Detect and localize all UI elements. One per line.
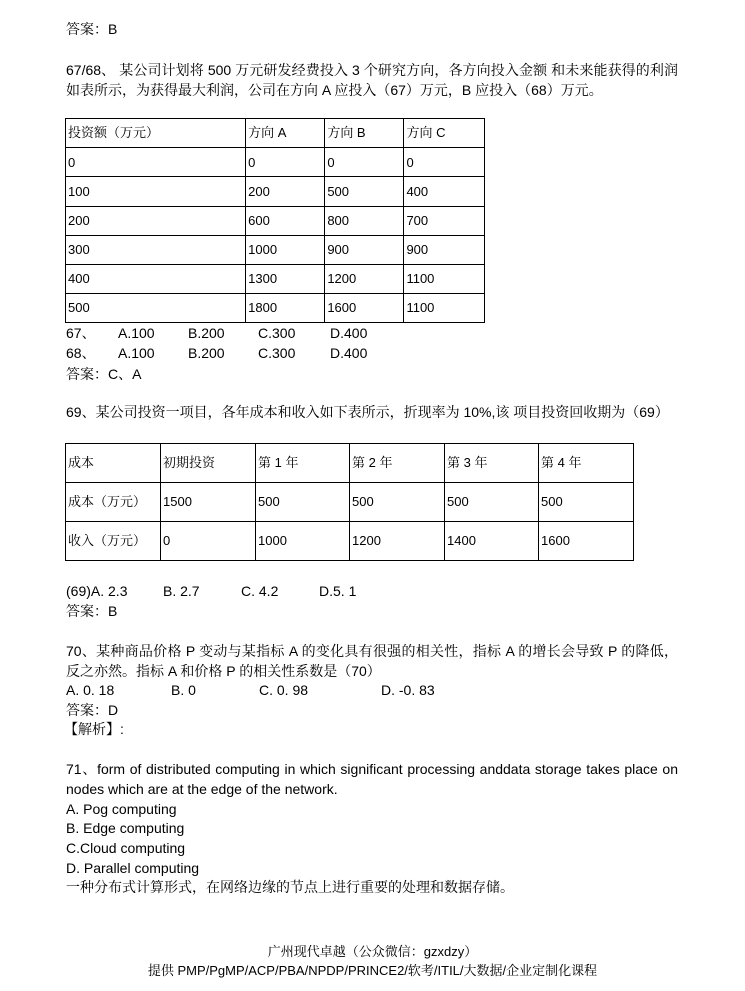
table-row bbox=[66, 522, 634, 561]
table-cell: 1800 bbox=[246, 294, 325, 323]
question-71-text: 71、form of distributed computing in which significant processing anddata storage takes place on nodes which are at the edge of the network. bbox=[66, 761, 678, 797]
table-row bbox=[66, 483, 634, 522]
previous-answer: 答案：B bbox=[66, 21, 118, 37]
question-68-options bbox=[66, 344, 367, 364]
option-c: C. 4.2 bbox=[241, 583, 279, 599]
question-70-options bbox=[66, 681, 435, 701]
option-number: 68、 bbox=[66, 345, 96, 361]
cost-income-table bbox=[65, 443, 634, 561]
table-header-cell: 方向 A bbox=[246, 119, 325, 148]
option-a: A.100 bbox=[118, 325, 155, 341]
table-cell: 1300 bbox=[246, 264, 325, 293]
option-d: D. -0. 83 bbox=[381, 682, 435, 698]
table-cell: 300 bbox=[66, 235, 246, 264]
table-header-cell: 投资额（万元） bbox=[66, 119, 246, 148]
table-header-cell: 第 3 年 bbox=[445, 444, 539, 483]
table-cell: 0 bbox=[325, 148, 404, 177]
table-row bbox=[66, 294, 485, 323]
table-row bbox=[66, 148, 485, 177]
table-cell: 1600 bbox=[325, 294, 404, 323]
option-b: B.200 bbox=[188, 345, 225, 361]
option-b: B. 2.7 bbox=[163, 583, 200, 599]
table-header-row bbox=[66, 444, 634, 483]
table-cell: 200 bbox=[246, 177, 325, 206]
table-cell: 500 bbox=[325, 177, 404, 206]
table-cell: 500 bbox=[445, 483, 539, 522]
investment-profit-table bbox=[65, 118, 485, 323]
option-a: A. 0. 18 bbox=[66, 682, 115, 698]
table-cell: 600 bbox=[246, 206, 325, 235]
table-cell: 0 bbox=[404, 148, 485, 177]
option-c: C.300 bbox=[258, 325, 296, 341]
table-cell: 800 bbox=[325, 206, 404, 235]
answer-69: 答案：B bbox=[66, 603, 118, 619]
table-cell: 700 bbox=[404, 206, 485, 235]
footer-line-1: 广州现代卓越（公众微信：gzxdzy） bbox=[267, 944, 478, 959]
table-cell: 500 bbox=[539, 483, 634, 522]
table-header-cell: 第 2 年 bbox=[350, 444, 445, 483]
option-c: C.300 bbox=[258, 345, 296, 361]
table-header-cell: 方向 C bbox=[404, 119, 485, 148]
table-cell: 1200 bbox=[325, 264, 404, 293]
table-cell: 900 bbox=[404, 235, 485, 264]
option-a: A. Pog computing bbox=[66, 801, 177, 817]
table-cell: 1400 bbox=[445, 522, 539, 561]
option-d: D.400 bbox=[330, 345, 368, 361]
option-d: D.400 bbox=[330, 325, 368, 341]
analysis-label: 【解析】: bbox=[64, 721, 124, 737]
answer-70: 答案：D bbox=[66, 702, 119, 718]
option-a: (69)A. 2.3 bbox=[66, 583, 128, 599]
option-number: 67、 bbox=[66, 325, 96, 341]
option-d: D.5. 1 bbox=[319, 583, 357, 599]
table-header-cell: 初期投资 bbox=[161, 444, 256, 483]
table-header-cell: 第 4 年 bbox=[539, 444, 634, 483]
table-cell: 500 bbox=[350, 483, 445, 522]
answer-67-68: 答案：C、A bbox=[66, 366, 142, 382]
table-cell: 成本（万元） bbox=[66, 483, 161, 522]
table-cell: 0 bbox=[246, 148, 325, 177]
table-cell: 1000 bbox=[246, 235, 325, 264]
table-header-cell: 成本 bbox=[66, 444, 161, 483]
footer-line-2: 提供 PMP/PgMP/ACP/PBA/NPDP/PRINCE2/软考/ITIL/大数据/企业定制化课程 bbox=[147, 963, 598, 978]
table-cell: 400 bbox=[404, 177, 485, 206]
table-cell: 1200 bbox=[350, 522, 445, 561]
table-cell: 900 bbox=[325, 235, 404, 264]
table-row bbox=[66, 177, 485, 206]
table-header-row bbox=[66, 119, 485, 148]
table-header-cell: 第 1 年 bbox=[256, 444, 350, 483]
table-cell: 1500 bbox=[161, 483, 256, 522]
option-a: A.100 bbox=[118, 345, 155, 361]
option-c: C. 0. 98 bbox=[259, 682, 309, 698]
table-cell: 1100 bbox=[404, 294, 485, 323]
option-b: B.200 bbox=[188, 325, 225, 341]
option-d: D. Parallel computing bbox=[66, 860, 200, 876]
table-cell: 400 bbox=[66, 264, 246, 293]
table-cell: 0 bbox=[161, 522, 256, 561]
option-b: B. 0 bbox=[171, 682, 196, 698]
table-row bbox=[66, 264, 485, 293]
question-71-translation: 一种分布式计算形式，在网络边缘的节点上进行重要的处理和数据存储。 bbox=[66, 879, 514, 895]
option-b: B. Edge computing bbox=[66, 820, 185, 836]
table-row bbox=[66, 206, 485, 235]
table-header-cell: 方向 B bbox=[325, 119, 404, 148]
table-cell: 1000 bbox=[256, 522, 350, 561]
option-c: C.Cloud computing bbox=[66, 840, 186, 856]
question-69-text: 69、某公司投资一项目，各年成本和收入如下表所示，折现率为 10%,该 项目投资回收期为（69） bbox=[66, 404, 669, 420]
table-cell: 1600 bbox=[539, 522, 634, 561]
question-70-text: 70、某种商品价格 P 变动与某指标 A 的变化具有很强的相关性，指标 A 的增长会导致 P 的降低，反之亦然。指标 A 和价格 P 的相关性系数是（70） bbox=[66, 643, 678, 679]
question-67-options bbox=[66, 324, 367, 344]
question-67-68-text: 67/68、 某公司计划将 500 万元研发经费投入 3 个研究方向，各方向投入金额 和未来能获得的利润如表所示，为获得最大利润，公司在方向 A 应投入（67）万元，B 应投入（68）万元。 bbox=[66, 62, 678, 98]
table-row bbox=[66, 235, 485, 264]
question-69-options bbox=[66, 582, 356, 602]
table-cell: 500 bbox=[66, 294, 246, 323]
table-cell: 500 bbox=[256, 483, 350, 522]
table-cell: 200 bbox=[66, 206, 246, 235]
table-cell: 100 bbox=[66, 177, 246, 206]
table-cell: 1100 bbox=[404, 264, 485, 293]
table-cell: 0 bbox=[66, 148, 246, 177]
table-cell: 收入（万元） bbox=[66, 522, 161, 561]
